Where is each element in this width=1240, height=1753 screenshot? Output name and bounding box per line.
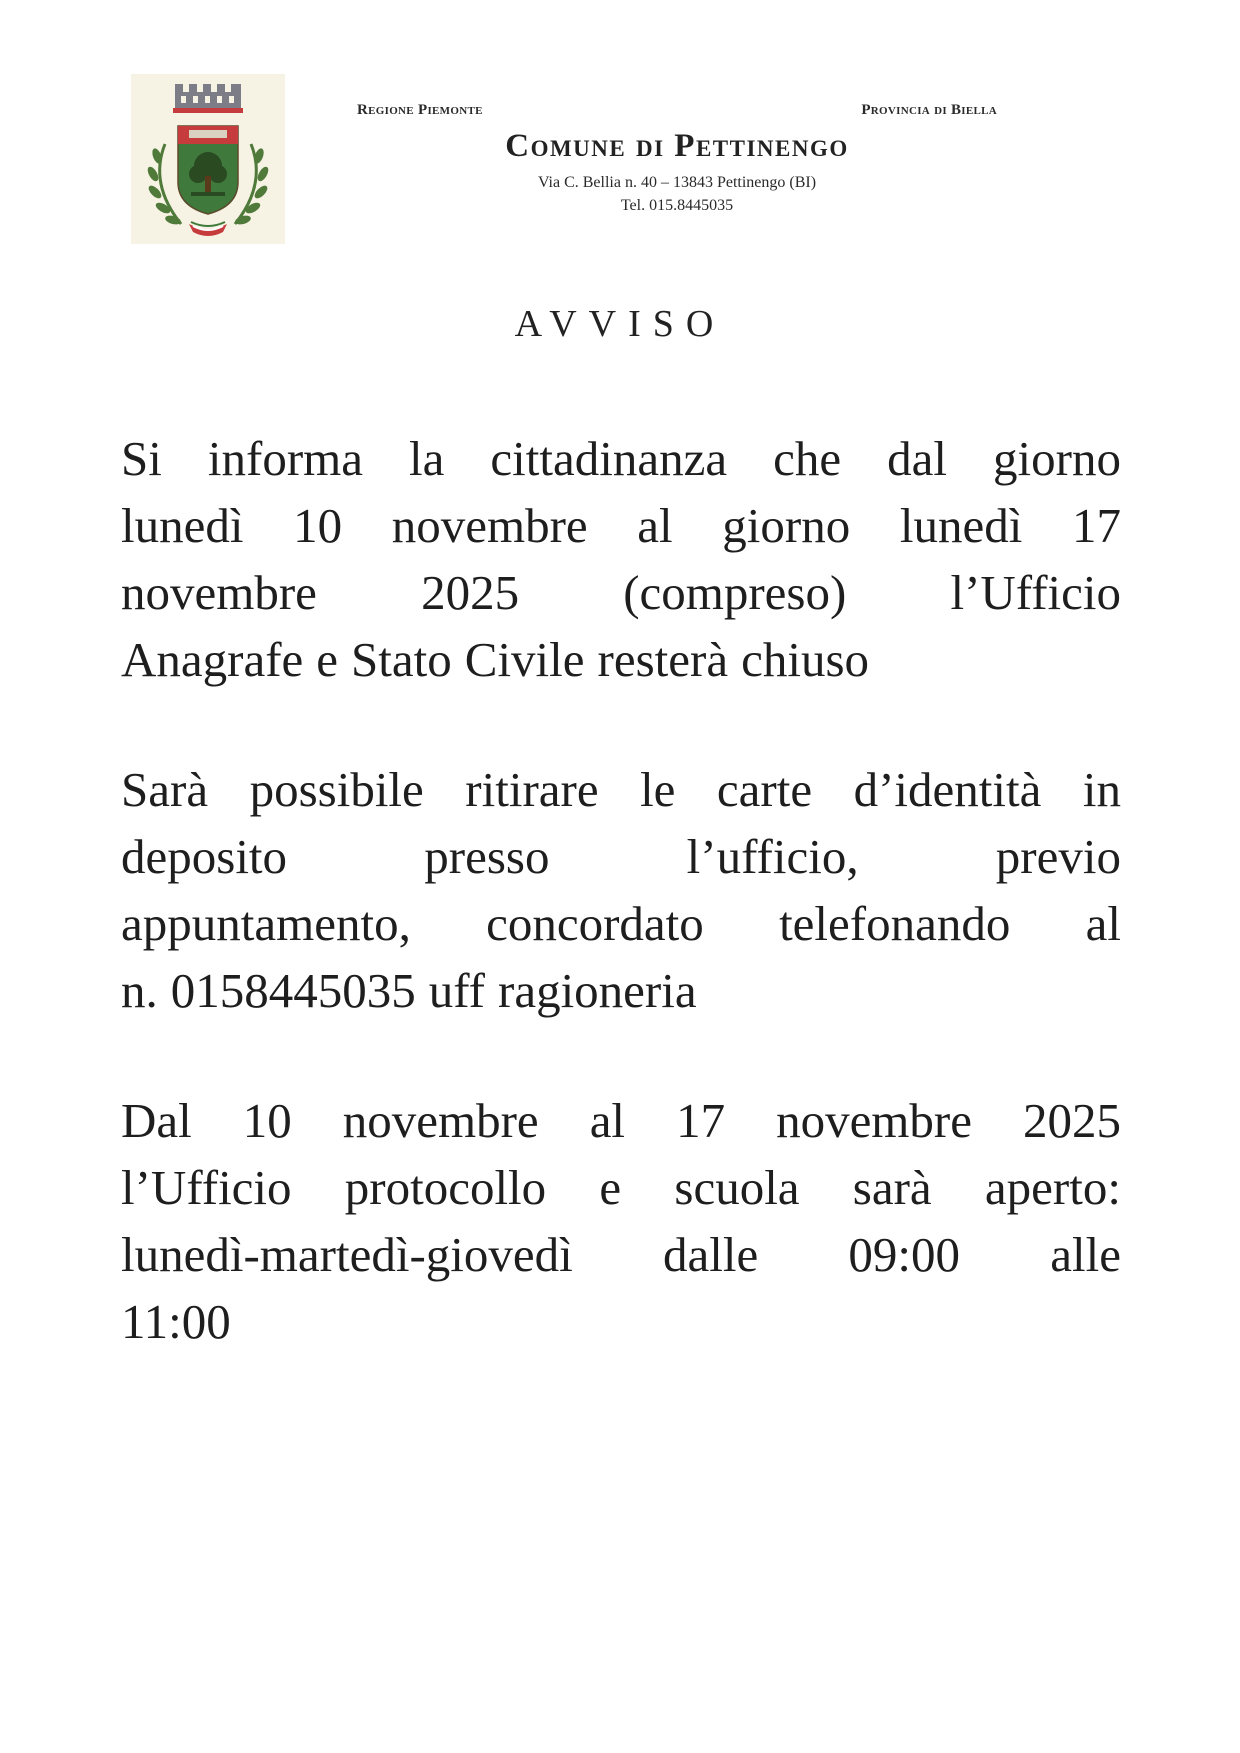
- municipality-phone: Tel. 015.8445035: [620, 197, 734, 214]
- region-label: Regione Piemonte: [357, 102, 483, 118]
- word: 17: [676, 1093, 726, 1148]
- province-label: Provincia di Biella: [861, 102, 997, 118]
- paragraph-line: [121, 1154, 1121, 1221]
- crest-icon: [131, 74, 285, 244]
- paragraph-line: [121, 823, 1121, 890]
- word: lunedì: [121, 498, 244, 553]
- paragraph-line: [121, 559, 1121, 626]
- word: deposito: [121, 829, 288, 884]
- word: al: [637, 498, 673, 553]
- word: l’Ufficio: [950, 565, 1121, 620]
- word: novembre: [391, 498, 588, 553]
- word: Si: [121, 431, 162, 486]
- word: 10: [293, 498, 343, 553]
- word: 17: [1071, 498, 1121, 553]
- word: novembre: [121, 565, 317, 620]
- word: Anagrafe: [121, 632, 304, 687]
- paragraph-id-cards: [121, 756, 1121, 1024]
- word: resterà: [597, 632, 729, 687]
- word: protocollo: [344, 1160, 547, 1215]
- word: sarà: [852, 1160, 932, 1215]
- tricolor-ribbon-icon: [189, 222, 227, 236]
- word: lunedì-martedì-giovedì: [121, 1227, 573, 1282]
- shield-icon: [178, 126, 238, 214]
- word: lunedì: [899, 498, 1023, 553]
- word: e: [599, 1160, 622, 1215]
- word: e: [316, 632, 339, 687]
- paragraph-line: [121, 492, 1121, 559]
- word: che: [773, 431, 842, 486]
- word: novembre: [776, 1093, 972, 1148]
- word: d’identità: [853, 762, 1042, 817]
- word: Sarà: [121, 762, 209, 817]
- word: telefonando: [779, 896, 1011, 951]
- word: scuola: [674, 1160, 800, 1215]
- word: Stato: [351, 632, 452, 687]
- word: giorno: [993, 431, 1121, 486]
- word: n.: [121, 963, 158, 1018]
- word: Dal: [121, 1093, 192, 1148]
- word: chiuso: [741, 632, 870, 687]
- paragraph-line: [121, 1087, 1121, 1154]
- word: al: [1085, 896, 1121, 951]
- word: ragioneria: [498, 963, 697, 1018]
- word: uff: [428, 963, 485, 1018]
- word: 0158445035: [170, 963, 416, 1018]
- word: presso: [424, 829, 550, 884]
- word: giorno: [722, 498, 851, 553]
- paragraph-line: [121, 425, 1121, 492]
- paragraph-closure: [121, 425, 1121, 693]
- paragraph-line: [121, 756, 1121, 823]
- word: cittadinanza: [490, 431, 728, 486]
- word: l’Ufficio: [121, 1160, 292, 1215]
- paragraph-line: [121, 1221, 1121, 1288]
- word: le: [640, 762, 676, 817]
- word: l’ufficio,: [686, 829, 859, 884]
- paragraph-line: [121, 626, 1121, 693]
- municipality-name: Comune di Pettinengo: [505, 128, 849, 164]
- municipality-address: Via C. Bellia n. 40 – 13843 Pettinengo (BI): [537, 174, 817, 191]
- word: 2025: [421, 565, 520, 620]
- word: (compreso): [623, 565, 847, 620]
- word: possibile: [249, 762, 424, 817]
- word: carte: [716, 762, 813, 817]
- word: previo: [995, 829, 1121, 884]
- notice-title: AVVISO: [514, 303, 726, 345]
- word: dalle: [662, 1227, 759, 1282]
- word: appuntamento,: [121, 896, 411, 951]
- word: informa: [207, 431, 364, 486]
- word: in: [1082, 762, 1121, 817]
- word: aperto:: [984, 1160, 1121, 1215]
- paragraph-line: [121, 1288, 1121, 1355]
- word: al: [589, 1093, 626, 1148]
- paragraph-line: [121, 957, 1121, 1024]
- paragraph-line: [121, 890, 1121, 957]
- word: 11:00: [121, 1294, 231, 1349]
- word: la: [409, 431, 445, 486]
- word: alle: [1050, 1227, 1121, 1282]
- word: 2025: [1023, 1093, 1121, 1148]
- word: 10: [242, 1093, 292, 1148]
- word: Civile: [464, 632, 585, 687]
- word: ritirare: [465, 762, 599, 817]
- word: novembre: [342, 1093, 539, 1148]
- paragraph-opening-hours: [121, 1087, 1121, 1355]
- word: concordato: [486, 896, 704, 951]
- word: 09:00: [848, 1227, 961, 1282]
- word: dal: [887, 431, 948, 486]
- mural-crown-icon: [173, 84, 243, 113]
